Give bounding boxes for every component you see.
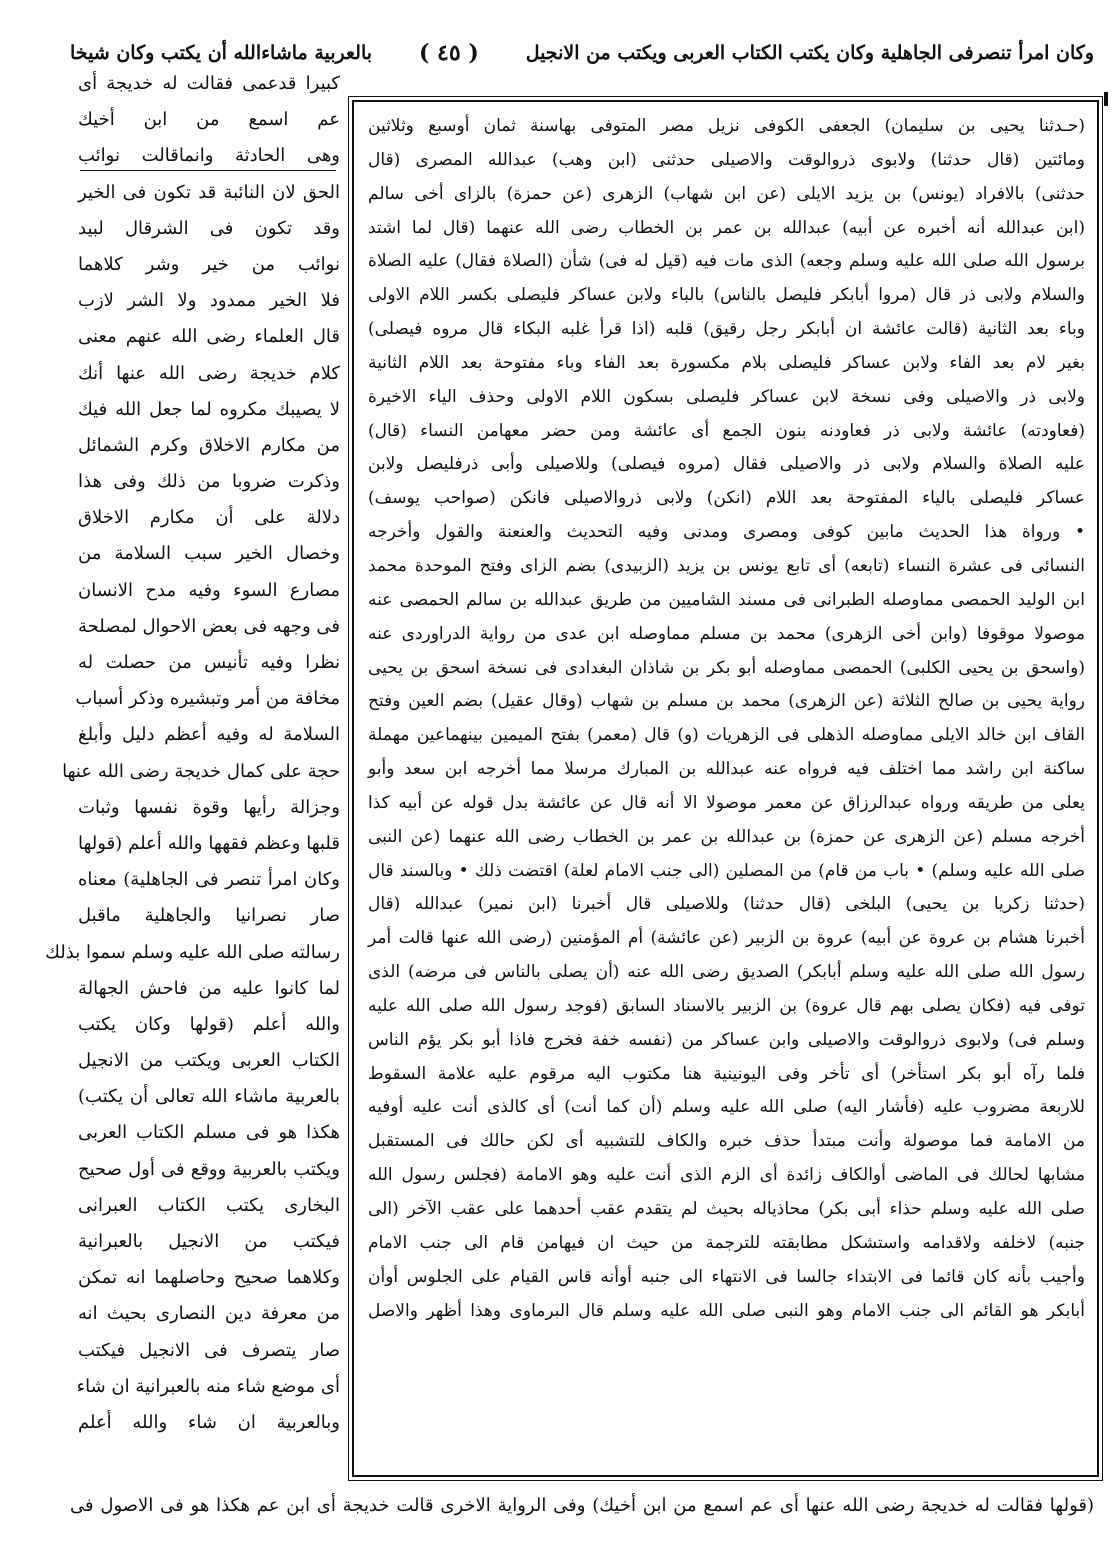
side-text-line: الحق لان النائبة قد تكون فى الخير xyxy=(78,181,340,203)
main-text-line: ابن الوليد الحمصى مماوصله الطبرانى فى مسند الشاميين من طريق عبدالله بن سالم الحمصى عنه xyxy=(368,589,1085,610)
main-text-line: وسلم فى) ولابوى ذروالوقت والاصيلى وابن عساكر من (نفسه خفة فخرج فاذا أبو بكر يؤم الناس xyxy=(368,1029,1085,1050)
page-number: ( ٤٥ ) xyxy=(418,40,479,66)
side-text-line: وهى الحادثة وانماقالت نوائب xyxy=(78,145,340,167)
side-text-line: حجة على كمال خديجة رضى الله عنها xyxy=(62,760,340,782)
side-text-line: وكان امرأ تنصر فى الجاهلية) معناه xyxy=(78,869,340,891)
main-text-line: عليه الصلاة والسلام ولابى ذر والاصيلى فقال (مروه فيصلى) وللاصيلى وأبى ذرفليصل ولابن xyxy=(368,454,1085,475)
main-text-line: أبابكر هو القائم الى جنب الامام وهو النبى صلى الله عليه وسلم قال البرماوى وهذا أظهر والاصل xyxy=(368,1300,1085,1321)
page-footer-text xyxy=(70,1492,1094,1546)
side-text-line: رسالته صلى الله عليه وسلم سموا بذلك xyxy=(45,941,340,963)
side-text-line: وقد تكون فى الشرقال لبيد xyxy=(78,217,340,239)
side-text-line: بالعربية ماشاء الله تعالى أن يكتب) xyxy=(78,1086,340,1108)
main-commentary-text xyxy=(368,110,1085,1328)
side-text-line: السلامة له وفيه أعظم دليل وأبلغ xyxy=(78,724,340,746)
main-text-line: رواية يحيى بن صالح الثلاثة (عن الزهرى) محمد بن مسلم بن شهاب (وقال عقيل) بضم العين وفتح xyxy=(368,691,1085,712)
main-text-line: ومائتين (قال حدثنا) ولابوى ذروالوقت والاصيلى حدثنى (ابن وهب) عبدالله المصرى (قال xyxy=(368,149,1085,170)
side-text-line: من مكارم الاخلاق وكرم الشمائل xyxy=(78,434,340,456)
main-text-line: أخرجه مسلم (عن الزهرى عن حمزة) بن عبدالله بن عمر بن الخطاب رضى الله عنهما (عن النبى xyxy=(368,826,1085,847)
page-header xyxy=(70,36,1094,70)
main-text-line: صلى الله عليه وسلم) • باب من قام) من المصلين (الى جنب الامام لعلة) اقتضت ذلك • وبالسند قال xyxy=(368,860,1085,881)
main-text-line: • ورواة هذا الحديث مابين كوفى ومصرى ومدنى وفيه التحديث والعنعنة والقول وأخرجه xyxy=(368,522,1085,543)
header-running-text-right: وكان امرأ تنصرفى الجاهلية وكان يكتب الكتاب العربى ويكتب من الانجيل xyxy=(525,42,1094,64)
side-header-line: كبيرا قدعمى فقالت له خديجة أى xyxy=(78,73,340,94)
main-text-line: صلى الله عليه وسلم حذاء أبى بكر) محاذياله بحيث لم يتقدم عقب أحدهما على عقب الآخر (الى xyxy=(368,1199,1085,1219)
side-commentary-header xyxy=(78,66,340,138)
main-text-line: القاف ابن خالد الايلى مماوصله الذهلى فى الزهريات (و) قال (معمر) بفتح الميمين بينهماعين مهملة xyxy=(368,725,1085,746)
side-text-line: مصارع السوء وفيه مدح الانسان xyxy=(78,579,340,601)
side-text-line: وجزالة رأيها وقوة نفسها وثبات xyxy=(78,796,340,818)
side-text-line: قلبها وعظم فقهها والله أعلم (قولها xyxy=(78,832,340,854)
main-text-line: عساكر فليصلى بالياء المفتوحة بعد اللام (انكن) ولابى ذروالاصيلى فانكن (صواحب يوسف) xyxy=(368,488,1085,509)
main-text-line: ولابى ذر والاصيلى وفى نسخة لابن عساكر فليصلى بسكون اللام الاولى وحذف الياء الاخيرة xyxy=(368,386,1085,407)
main-text-line: حدثنى) بالافراد (يونس) بن يزيد الايلى (عن ابن شهاب) الزهرى (عن حمزة) بالزاى أخى سالم xyxy=(368,183,1085,204)
main-text-line: والسلام ولابى ذر قال (مروا أبابكر فليصل بالناس) بالباء ولابن عساكر فليصلى بكسر اللام الاولى xyxy=(368,285,1085,306)
side-text-line: ويكتب بالعربية ووقع فى أول صحيح xyxy=(78,1158,340,1180)
main-text-line: (حـدثنا يحيى بن سليمان) الجعفى الكوفى نزيل مصر المتوفى بهاسنة ثمان أوسبع وثلاثين xyxy=(368,116,1085,136)
side-text-line: من معرفة دين النصارى بحيث انه xyxy=(78,1303,340,1325)
side-text-line: نوائب من خير وشر كلاهما xyxy=(78,253,340,275)
side-text-line: الكتاب العربى ويكتب من الانجيل xyxy=(78,1050,340,1072)
side-text-line: صار يتصرف فى الانجيل فيكتب xyxy=(78,1339,340,1361)
main-text-line: جنبه) لاخلفه ولاقدامه واستشكل مطابقته للترجمة من حيث ان فيهامن قام الى جنب الامام xyxy=(368,1232,1085,1253)
main-text-line: بغير لام بعد الفاء ولابن عساكر فليصلى بلام مكسورة بعد الفاء وباء مفتوحة بعد اللام الثانية xyxy=(368,352,1085,373)
main-text-line: فلما رآه أبو بكر استأخر) أى تأخر وفى اليونينية هنا مكتوب اليه مرقوم عليه علامة السقوط xyxy=(368,1063,1085,1084)
side-text-line: لا يصيبك مكروه لما جعل الله فيك xyxy=(78,398,340,420)
side-text-line: أى موضع شاء منه بالعبرانية ان شاء xyxy=(76,1375,340,1397)
side-text-line: صار نصرانيا والجاهلية ماقبل xyxy=(78,905,340,927)
side-header-line: عم اسمع من ابن أخيك xyxy=(78,109,340,131)
main-text-line: برسول الله صلى الله عليه وسلم وجعه) الذى مات فيه (قيل له فى) شأن (الصلاة فقال) عليه الصلاة xyxy=(368,251,1085,272)
side-commentary-column xyxy=(45,66,340,1481)
side-text-line: وذكرت ضروبا من ذلك وفى هذا xyxy=(78,471,340,493)
main-text-line: مشابها لحالك فى الماضى أوالكاف زائدة أى الزم الذى أنت عليه وهو الامامة (فجلس رسول الله xyxy=(368,1165,1085,1186)
main-text-line: من الامامة فما موصولة وأنت مبتدأ حذف خبره والكاف للتشبيه أى لكن حالك فى المستقبل xyxy=(368,1131,1085,1152)
side-text-line: هكذا هو فى مسلم الكتاب العربى xyxy=(78,1122,340,1144)
side-text-line: وبالعربية ان شاء والله أعلم xyxy=(78,1411,340,1433)
main-text-line: أخبرنا هشام بن عروة عن أبيه) عروة بن الزبير (عن عائشة) أم المؤمنين (رضى الله عنها قالت أمر xyxy=(368,928,1085,949)
side-text-line: فى وجهه فى بعض الاحوال لمصلحة xyxy=(78,615,340,637)
main-text-line: (فعاودته) عائشة ولابى ذر فعاودنه بنون الجمع أى عائشة ومن حضر معهامن النساء (قال) xyxy=(368,420,1085,441)
main-text-line: يعلى من طريقه ورواه عبدالرزاق عن معمر موصولا الا أنه قال عن عائشة بدل قوله عن أبيه كذا xyxy=(368,792,1085,813)
side-text-line: وخصال الخير سبب السلامة من xyxy=(78,543,340,565)
main-text-line: توفى فيه (فكان يصلى بهم قال عروة) بن الزبير بالاسناد السابق (فوجد رسول الله صلى الله عليه xyxy=(368,995,1085,1016)
side-column-divider xyxy=(80,170,336,171)
side-text-line: نظرا وفيه تأنيس من حصلت له xyxy=(78,652,340,673)
main-text-line: رسول الله صلى الله عليه وسلم أبابكر) الصديق رضى الله عنه (أن يصلى بالناس فى مرضه) الذى xyxy=(368,962,1085,983)
footer-text-line: (قولها فقالت له خديجة رضى الله عنها أى عم اسمع من ابن أخيك) وفى الرواية الاخرى قالت خديجة أى ابن عم هكذا هو فى الاصول فى xyxy=(70,1495,1094,1516)
main-text-line: النسائى فى عشرة النساء (تابعه) أى تابع يونس بن يزيد (الزبيدى) بضم الزاى وفتح الموحدة محمد xyxy=(368,555,1085,576)
main-text-line: (ابن عبدالله أنه أخبره عن أبيه) عبدالله بن عمر بن الخطاب رضى الله عنهما (قال لما اشتد xyxy=(368,217,1085,238)
margin-mark xyxy=(1104,92,1108,106)
header-running-text-left: بالعربية ماشاءالله أن يكتب وكان شيخا xyxy=(70,42,373,64)
side-text-line: دلالة على أن مكارم الاخلاق xyxy=(78,507,340,529)
side-commentary-body xyxy=(45,138,340,1441)
side-text-line: مخافة من أمر وتبشيره وذكر أسباب xyxy=(75,688,340,710)
main-text-line: للاربعة مضروب عليه (فأشار اليه) صلى الله عليه وسلم (أن كما أنت) أى كالذى أنت عليه أوفيه xyxy=(368,1097,1085,1118)
main-text-line: موصولا موقوفا (وابن أخى الزهرى) محمد بن مسلم مماوصله ابن عدى من رواية الدراوردى عنه xyxy=(368,623,1085,644)
main-text-line: ساكنة ابن راشد مما اختلف فيه فرواه عنه عبدالله بن المبارك مرسلا مما أخرجه ابن سعد وأبو xyxy=(368,759,1085,780)
side-text-line: البخارى يكتب الكتاب العبرانى xyxy=(78,1194,340,1216)
main-text-line: وباء بعد الثانية (قالت عائشة ان أبابكر رجل رقيق) قلبه (اذا قرأ غلبه البكاء قال مروه فيصلى) xyxy=(368,319,1085,340)
side-text-line: قال العلماء رضى الله عنهم معنى xyxy=(78,326,340,348)
main-text-line: وأجيب بأنه كان قائما فى الابتداء جالسا فى الانتهاء الى جنبه أوأنه قاس القيام على الجلوس أوأن xyxy=(368,1266,1085,1287)
main-text-line: (واسحق بن يحيى الكلبى) الحمصى مماوصله أبو بكر بن شاذان البغدادى فى نسخة اسحق بن يحيى xyxy=(368,657,1085,678)
main-commentary-frame xyxy=(352,100,1099,1477)
side-text-line: فيكتب من الانجيل بالعبرانية xyxy=(78,1231,340,1252)
side-text-line: والله أعلم (قولها وكان يكتب xyxy=(78,1013,340,1035)
side-text-line: وكلاهما صحيح وحاصلهما انه تمكن xyxy=(78,1267,340,1289)
side-text-line: كلام خديجة رضى الله عنها أنك xyxy=(78,362,340,384)
main-text-line: (حدثنا زكريا بن يحيى) البلخى (قال حدثنا) وللاصيلى قال أخبرنا (ابن نمير) عبدالله (قال xyxy=(368,894,1085,915)
side-text-line: لما كانوا عليه من فاحش الجهالة xyxy=(78,977,340,999)
side-text-line: فلا الخير ممدود ولا الشر لازب xyxy=(78,290,340,312)
